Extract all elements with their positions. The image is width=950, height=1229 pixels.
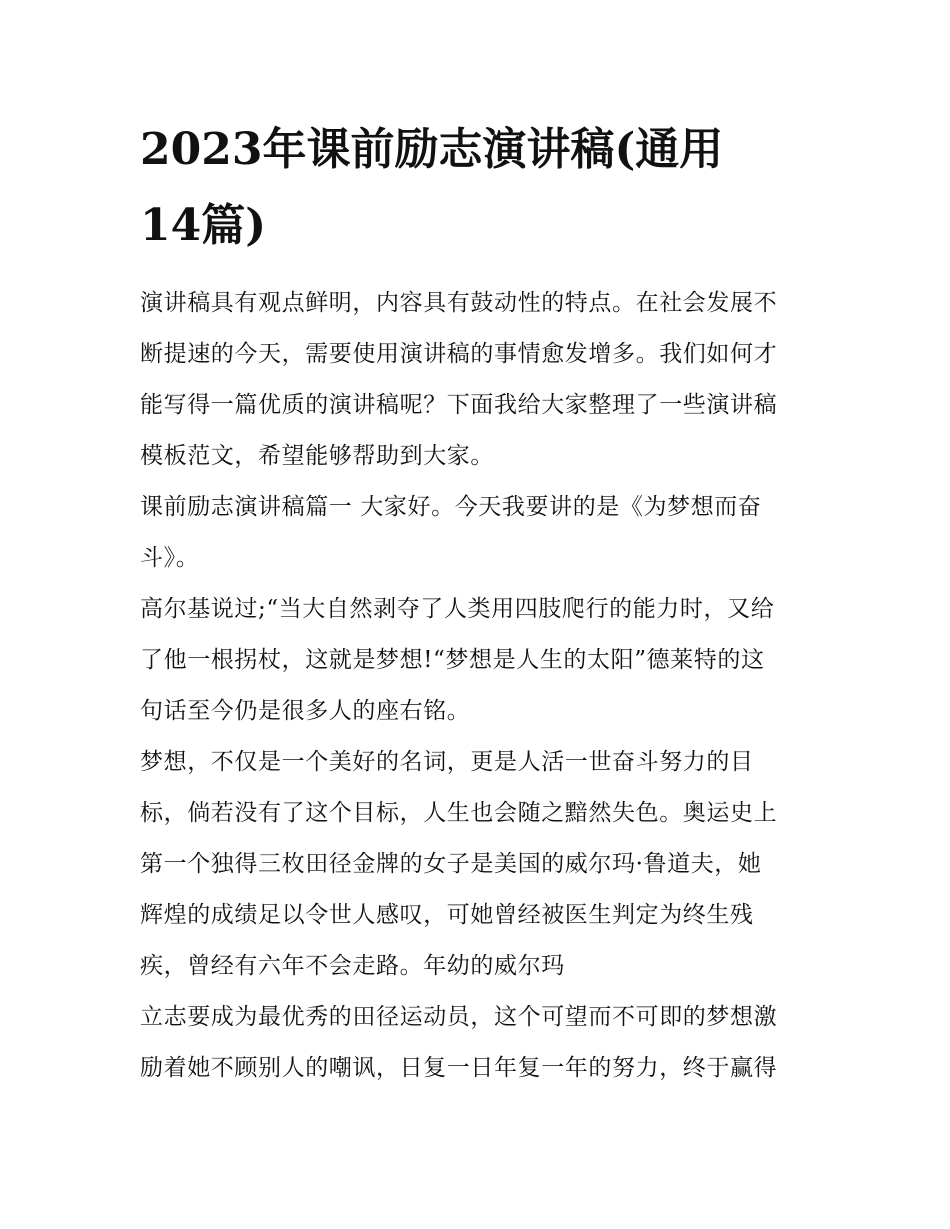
text-line: 句话至今仍是很多人的座右铭。 — [140, 698, 471, 724]
text-line: 立志要成为最优秀的田径运动员，这个可望而不可即的梦想激 — [140, 1004, 778, 1030]
paragraph-quote — [140, 584, 812, 737]
text-line: 梦想，不仅是一个美好的名词，更是人活一世奋斗努力的目 — [140, 749, 754, 775]
paragraph-intro — [140, 278, 812, 482]
text-line: 辉煌的成绩足以令世人感叹，可她曾经被医生判定为终生残 — [140, 902, 754, 928]
text-line: 励着她不顾别人的嘲讽，日复一日年复一年的努力，终于赢得 — [140, 1055, 778, 1081]
title-line-2: 14篇) — [140, 200, 267, 251]
text-line: 斗》。 — [140, 545, 200, 571]
paragraph-dream — [140, 737, 812, 992]
text-line: 第一个独得三枚田径金牌的女子是美国的威尔玛·鲁道夫，她 — [140, 851, 762, 877]
paragraph-speech-heading — [140, 482, 812, 584]
text-line: 疾，曾经有六年不会走路。年幼的威尔玛 — [140, 953, 565, 979]
text-line: 高尔基说过;“当大自然剥夺了人类用四肢爬行的能力时，又给 — [140, 596, 775, 622]
title-line-1: 2023年课前励志演讲稿(通用 — [140, 124, 724, 175]
text-line: 演讲稿具有观点鲜明，内容具有鼓动性的特点。在社会发展不 — [140, 290, 778, 316]
text-line: 课前励志演讲稿篇一 大家好。今天我要讲的是《为梦想而奋 — [140, 494, 762, 520]
text-line: 标，倘若没有了这个目标，人生也会随之黯然失色。奥运史上 — [140, 800, 778, 826]
text-line: 了他一根拐杖，这就是梦想!“梦想是人生的太阳”德莱特的这 — [140, 647, 765, 673]
paragraph-wilma — [140, 992, 812, 1094]
text-line: 断提速的今天，需要使用演讲稿的事情愈发增多。我们如何才 — [140, 341, 778, 367]
text-line: 能写得一篇优质的演讲稿呢？下面我给大家整理了一些演讲稿 — [140, 392, 778, 418]
document-title — [140, 112, 812, 264]
text-line: 模板范文，希望能够帮助到大家。 — [140, 443, 494, 469]
document-page — [140, 112, 812, 1094]
